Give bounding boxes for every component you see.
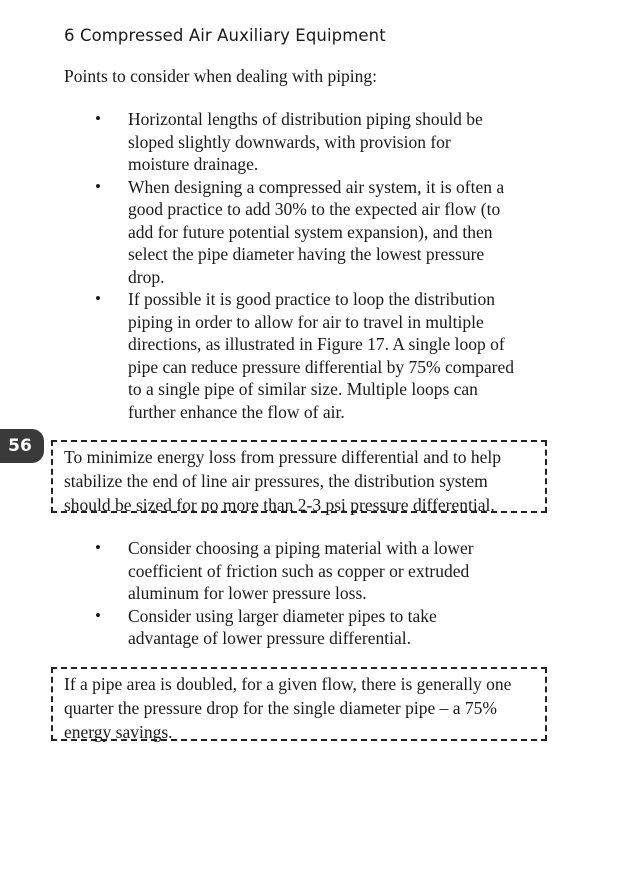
bullet-line: sloped slightly downwards, with provision for	[128, 131, 451, 152]
bullet-line: add for future potential system expansion), and then	[128, 221, 493, 242]
bullet-dot-icon: •	[95, 176, 101, 196]
page-number-tab	[0, 429, 44, 463]
bullet-line: aluminum for lower pressure loss.	[128, 583, 367, 603]
bullet-line: coefficient of friction such as copper or extruded	[128, 560, 470, 581]
bullet-line: Consider choosing a piping material with a lower	[128, 538, 474, 558]
bullet-item	[0, 537, 538, 605]
bullet-line: pipe can reduce pressure differential by 75% compared	[128, 356, 514, 377]
bullet-line: Consider using larger diameter pipes to take	[128, 605, 437, 626]
bullet-line: piping in order to allow for air to travel in multiple	[128, 311, 484, 332]
bullet-item	[0, 108, 538, 176]
bullet-list-top	[0, 108, 560, 423]
bullet-line: If possible it is good practice to loop the distribution	[128, 289, 495, 309]
bullet-dot-icon: •	[95, 109, 101, 128]
callout-line: should be sized for no more than 2-3 psi pressure differential.	[64, 495, 495, 515]
callout-box-pressure	[51, 440, 547, 513]
bullet-dot-icon: •	[95, 289, 101, 308]
bullet-line: drop.	[128, 266, 165, 287]
callout-box-pipe-area	[51, 667, 547, 741]
page-number: 56	[8, 436, 32, 456]
bullet-dot-icon: •	[95, 605, 101, 625]
bullet-item	[0, 605, 538, 650]
callout-line: If a pipe area is doubled, for a given flow, there is generally one	[64, 674, 512, 694]
bullet-line: When designing a compressed air system, it is often a	[128, 176, 505, 197]
callout-line: stabilize the end of line air pressures, the distribution system	[64, 471, 488, 491]
bullet-line: further enhance the flow of air.	[128, 401, 345, 422]
bullet-list-bottom	[0, 537, 560, 650]
bullet-line: directions, as illustrated in Figure 17. A single loop of	[128, 334, 505, 354]
callout-line: quarter the pressure drop for the single diameter pipe – a 75%	[64, 698, 497, 718]
bullet-line: moisture drainage.	[128, 154, 259, 174]
bullet-item	[0, 288, 538, 423]
bullet-line: Horizontal lengths of distribution piping should be	[128, 109, 483, 129]
chapter-header: 6 Compressed Air Auxiliary Equipment	[64, 26, 386, 45]
bullet-line: to a single pipe of similar size. Multiple loops can	[128, 379, 478, 399]
callout-line: energy savings.	[64, 722, 173, 742]
bullet-line: select the pipe diameter having the lowest pressure	[128, 244, 485, 264]
bullet-dot-icon: •	[95, 538, 101, 557]
bullet-item	[0, 176, 538, 289]
bullet-line: good practice to add 30% to the expected air flow (to	[128, 199, 501, 219]
callout-line: To minimize energy loss from pressure differential and to help	[64, 447, 501, 467]
bullet-line: advantage of lower pressure differential.	[128, 628, 411, 648]
intro-text: Points to consider when dealing with piping:	[64, 66, 378, 86]
